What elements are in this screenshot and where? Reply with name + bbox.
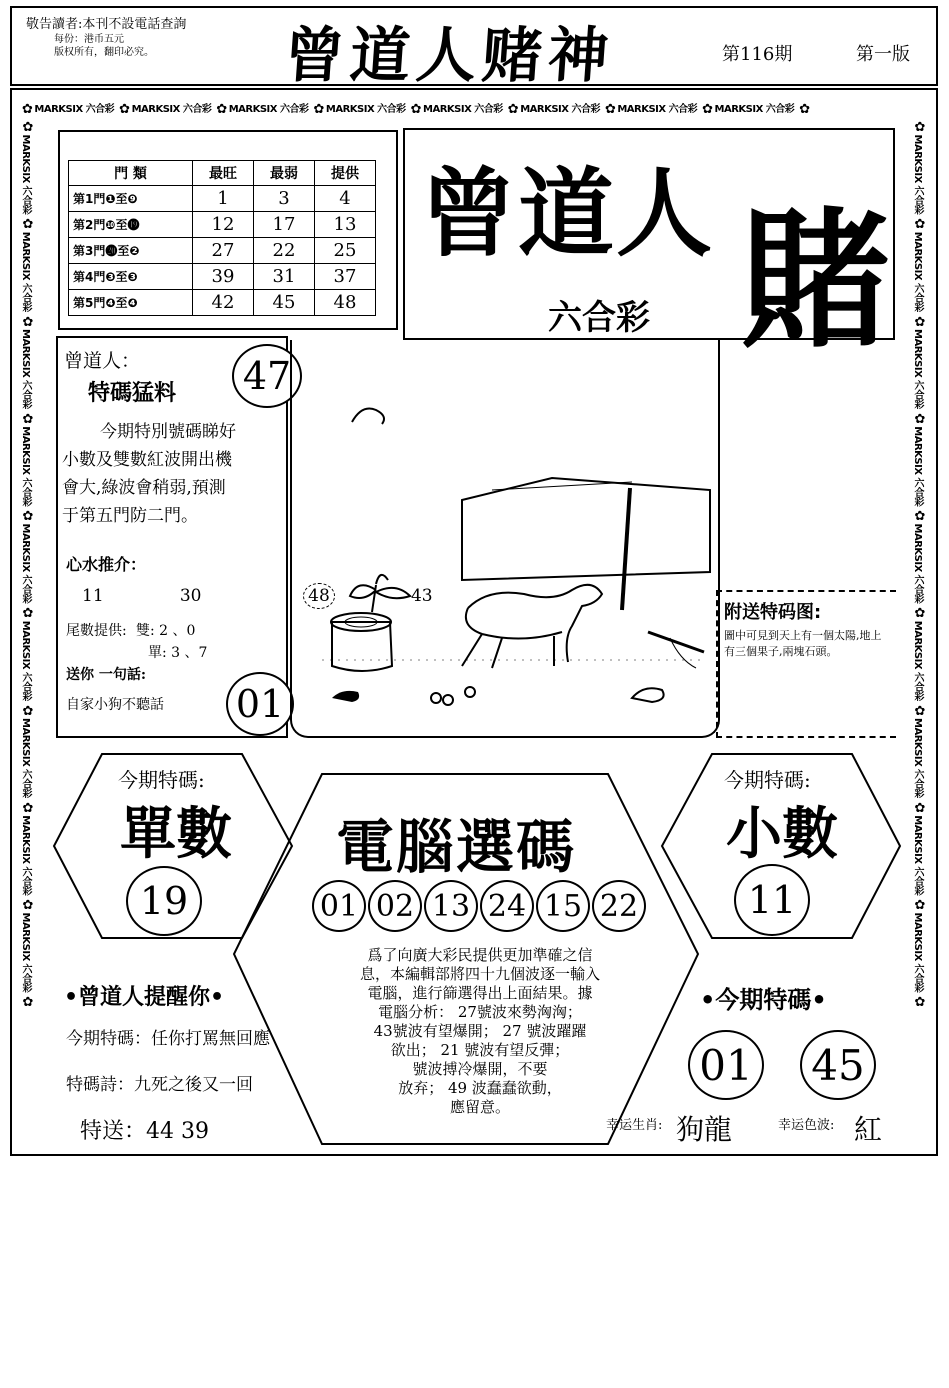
row-label: 第3門⓴至❷ [69,238,193,264]
notice-line: 敬告讀者:本刊不設電話查詢 [26,17,187,32]
computer-number: 02 [375,888,415,924]
stone-icon [332,691,359,702]
computer-number-circle [536,880,590,932]
edition-label: 第一版 [856,44,910,65]
special-send-label: 特送： [80,1119,147,1144]
table-row [69,186,376,212]
tail-double: 雙: 2 、0 [136,623,196,639]
computer-number: 13 [431,888,471,924]
table-row [69,238,376,264]
pole-shape [622,488,630,610]
cell: 25 [315,238,376,264]
right-hex-number-circle [734,864,810,936]
big-title-gamble: 賭 [740,195,891,369]
info-line: 今期特別號碼睇好 [100,422,236,442]
table-header: 最弱 [254,161,315,186]
reminder-line1: 今期特碼：任你打罵無回應 [66,1029,270,1049]
computer-number: 22 [599,888,639,924]
sheep-icon [462,585,602,668]
computer-number-circle [480,880,534,932]
row-label: 第4門❸至❸ [69,264,193,290]
strip-brand: MARKSIX [34,104,83,115]
row-label: 第1門❶至❾ [69,186,193,212]
cell: 45 [254,290,315,316]
computer-number-circle [424,880,478,932]
computer-text-line: 息，本編輯部將四十九個波逐一輸入 [359,965,600,983]
sun-icon [352,409,384,425]
info-paragraph [62,418,284,530]
cell: 12 [193,212,254,238]
computer-text-line: 爲了向廣大彩民提供更加準確之信 [367,946,593,964]
recommend-label: 心水推介： [66,555,147,574]
fruit-icon [431,693,441,703]
recommend-number: 11 [82,586,104,606]
table-row [69,212,376,238]
row-label: 第2門❿至⓳ [69,212,193,238]
cell: 13 [315,212,376,238]
computer-text-line: 欲出； 21 號波有望反彈； [390,1041,570,1059]
saying-text: 自家小狗不聽話 [66,697,164,713]
computer-numbers [312,880,646,932]
table-header: 門 類 [69,161,193,186]
color-label: 幸运色波: [778,1118,835,1133]
info-line: 于第五門防二門。 [62,506,198,526]
masthead: 曾道人赌神 [281,21,617,91]
notice-block [26,16,236,59]
cell: 22 [254,238,315,264]
tail-label: 尾數提供: [66,623,127,639]
wall-shape [462,478,710,580]
cell: 27 [193,238,254,264]
big-title-sub: 六合彩 [548,298,650,338]
recommend-number: 43 [410,586,433,606]
computer-text-line: 電腦，進行篩選得出上面結果。據 [367,984,593,1002]
plant-icon [350,575,410,612]
table-header-row [69,161,376,186]
stone-icon [632,688,664,702]
table-header: 最旺 [193,161,254,186]
reminder-title: •曾道人提醒你• [64,985,225,1010]
info-line: 小數及雙數紅波開出機 [62,450,232,470]
rights-line: 版权所有，翻印必究。 [54,47,154,58]
computer-text-line: 電腦分析： 27號波來勢洶洶； [378,1003,582,1021]
left-hex-main: 單數 [120,802,232,867]
special-number: 45 [811,1040,865,1090]
issue-number: 第116期 [722,44,793,65]
info-subheading: 特碼猛料 [88,380,177,406]
tail-single: 單: 3 、7 [148,645,208,661]
big-title: 曾道人 [420,158,714,270]
gate-table [68,160,376,316]
computer-text-line: 放弃； 49 波蠢蠢欲動， [398,1079,562,1097]
bottom-number: 01 [235,682,285,726]
fruit-icon [443,695,453,705]
computer-title: 電腦選碼 [336,813,577,881]
special-number: 01 [699,1040,753,1090]
cell: 39 [193,264,254,290]
right-hex-main: 小數 [726,802,838,867]
cell: 3 [254,186,315,212]
fruit-icon [465,687,475,697]
special-send [80,1114,209,1145]
cell: 37 [315,264,376,290]
right-hex-label: 今期特碼: [724,768,811,792]
recommend-number: 30 [179,586,202,606]
left-hex-number-circle [126,866,202,936]
cell: 4 [315,186,376,212]
table-header: 提供 [315,161,376,186]
special-right-title: •今期特碼• [700,986,827,1014]
computer-text-line: 號波搏冷爆開，不要 [412,1060,548,1078]
left-hex-number: 19 [139,879,189,923]
computer-number-circle [592,880,646,932]
info-heading: 曾道人： [64,350,141,372]
special-send-numbers: 44 39 [146,1119,209,1144]
attached-title: 附送特码图: [724,602,822,623]
computer-number-circle [312,880,366,932]
cell: 17 [254,212,315,238]
computer-text [300,946,660,1117]
right-brand-strip: ✿MARKSIX 六合彩 ✿MARKSIX 六合彩 ✿MARKSIX 六合彩 ✿MARKSIX 六合彩 ✿MARKSIX 六合彩 ✿MARKSIX 六合彩 ✿MARKSIX 六合彩 ✿MARKSIX 六合彩 ✿MARKSIX 六合彩 ✿ [912,120,928,1010]
color-value: 紅 [854,1113,883,1146]
top-number: 47 [242,354,292,398]
bottom-number-circle [226,672,294,736]
computer-text-line: 43號波有望爆開； 27 號波躍躍 [373,1022,587,1040]
price-line: 每份：港币五元 [54,34,124,45]
zodiac-value: 狗龍 [676,1113,733,1146]
recommend-number: 48 [303,583,335,609]
computer-number: 24 [487,888,527,924]
computer-text-line: 應留意。 [449,1098,510,1116]
top-brand-strip: ✿ MARKSIX 六合彩 ✿ MARKSIX 六合彩 ✿ MARKSIX 六合彩 ✿ MARKSIX 六合彩 ✿ MARKSIX 六合彩 ✿ MARKSIX 六合彩 ✿ MARKSIX 六合彩 ✿ MARKSIX 六合彩 ✿ [22,101,810,117]
left-brand-strip: ✿MARKSIX 六合彩 ✿MARKSIX 六合彩 ✿MARKSIX 六合彩 ✿MARKSIX 六合彩 ✿MARKSIX 六合彩 ✿MARKSIX 六合彩 ✿MARKSIX 六合彩 ✿MARKSIX 六合彩 ✿MARKSIX 六合彩 ✿ [20,120,36,1010]
cell: 31 [254,264,315,290]
table-row [69,264,376,290]
strip-brand-cn: 六合彩 [85,104,115,115]
table-row [69,290,376,316]
cell: 42 [193,290,254,316]
cell: 1 [193,186,254,212]
attached-text: 圖中可見到天上有一個太陽,地上有三個果子,兩塊石頭。 [724,629,882,658]
row-label: 第5門❹至❹ [69,290,193,316]
left-hex-label: 今期特碼: [118,768,205,792]
special-number-circle [800,1030,876,1100]
zodiac-label: 幸运生肖: [606,1118,663,1133]
illustration-drawing [292,340,718,736]
saying-label: 送你 一句話: [66,667,147,683]
special-number-circle [688,1030,764,1100]
computer-number: 15 [543,888,583,924]
computer-number-circle [368,880,422,932]
right-hex-number: 11 [747,878,797,922]
computer-number: 01 [319,888,359,924]
reminder-line2: 特碼詩：九死之後又一回 [66,1075,253,1095]
info-line: 會大,綠波會稍弱,預測 [62,478,226,498]
cell: 48 [315,290,376,316]
